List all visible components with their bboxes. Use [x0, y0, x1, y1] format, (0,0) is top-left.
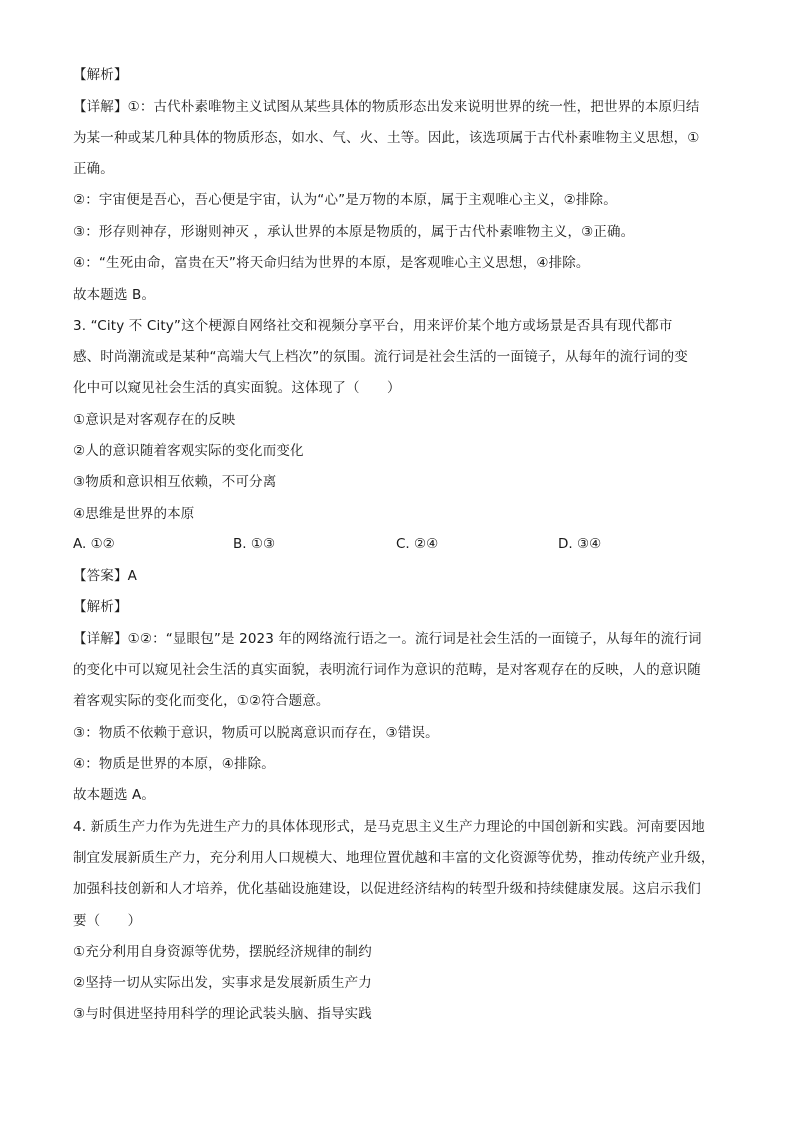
- explanation-line: ④：物质是世界的本原，④排除。: [73, 756, 275, 772]
- question-4-stem: 制宜发展新质生产力，充分利用人口规模大、地理位置优越和丰富的文化资源等优势，推动传统产业升级，: [73, 850, 715, 866]
- conclusion-line: 故本题选 B。: [73, 287, 156, 303]
- statement-item: ②人的意识随着客观实际的变化而变化: [73, 443, 304, 459]
- statement-item: ①意识是对客观存在的反映: [73, 412, 236, 428]
- explanation-line: 的变化中可以窥见社会生活的真实面貌，表明流行词作为意识的范畴，是对客观存在的反映，人的意识随: [73, 662, 701, 678]
- question-3-stem: 感、时尚潮流或是某种“高端大气上档次”的氛围。流行词是社会生活的一面镜子，从每年的流行词的变: [73, 349, 688, 365]
- question-4-stem: 要（ ）: [73, 913, 142, 929]
- option-a: A. ①②: [73, 536, 115, 552]
- answer-line: 【答案】A: [73, 568, 137, 584]
- explanation-line: ③：形存则神存，形谢则神灭 ，承认世界的本原是物质的，属于古代朴素唯物主义，③正确。: [73, 224, 635, 240]
- option-c: C. ②④: [396, 536, 439, 552]
- option-d: D. ③④: [558, 536, 602, 552]
- statement-item: ④思维是世界的本原: [73, 506, 195, 522]
- explanation-line: 【详解】①：古代朴素唯物主义试图从某些具体的物质形态出发来说明世界的统一性，把世界的本原归结: [73, 99, 700, 115]
- answer-options: [73, 536, 733, 554]
- explanation-line: ④：“生死由命，富贵在天”将天命归结为世界的本原，是客观唯心主义思想，④排除。: [73, 255, 590, 271]
- analysis-heading: 【解析】: [73, 599, 128, 615]
- option-b: B. ①③: [233, 536, 276, 552]
- question-4-stem: 加强科技创新和人才培养，优化基础设施建设，以促进经济结构的转型升级和持续健康发展。这启示我们: [73, 881, 701, 897]
- explanation-line: ③：物质不依赖于意识，物质可以脱离意识而存在，③错误。: [73, 725, 439, 741]
- explanation-line: 为某一种或某几种具体的物质形态，如水、气、火、土等。因此，该选项属于古代朴素唯物主义思想，①: [73, 130, 700, 146]
- question-4-stem: 4. 新质生产力作为先进生产力的具体体现形式，是马克思主义生产力理论的中国创新和实践。河南要因地: [73, 819, 705, 835]
- question-3-stem: 3. “City 不 City”这个梗源自网络社交和视频分享平台，用来评价某个地方或场景是否具有现代都市: [73, 318, 673, 334]
- statement-item: ①充分利用自身资源等优势，摆脱经济规律的制约: [73, 944, 372, 960]
- statement-item: ③与时俱进坚持用科学的理论武装头脑、指导实践: [73, 1006, 372, 1022]
- question-3-stem: 化中可以窥见社会生活的真实面貌。这体现了（ ）: [73, 380, 401, 396]
- analysis-heading: 【解析】: [73, 67, 128, 83]
- explanation-line: 着客观实际的变化而变化，①②符合题意。: [73, 693, 330, 709]
- conclusion-line: 故本题选 A。: [73, 787, 156, 803]
- explanation-line: 正确。: [73, 161, 114, 177]
- statement-item: ②坚持一切从实际出发，实事求是发展新质生产力: [73, 975, 372, 991]
- explanation-line: ②：宇宙便是吾心，吾心便是宇宙，认为“心”是万物的本原，属于主观唯心主义，②排除。: [73, 192, 617, 208]
- statement-item: ③物质和意识相互依赖，不可分离: [73, 474, 277, 490]
- explanation-line: 【详解】①②：“显眼包”是 2023 年的网络流行语之一。流行词是社会生活的一面镜子，从每年的流行词: [73, 631, 702, 647]
